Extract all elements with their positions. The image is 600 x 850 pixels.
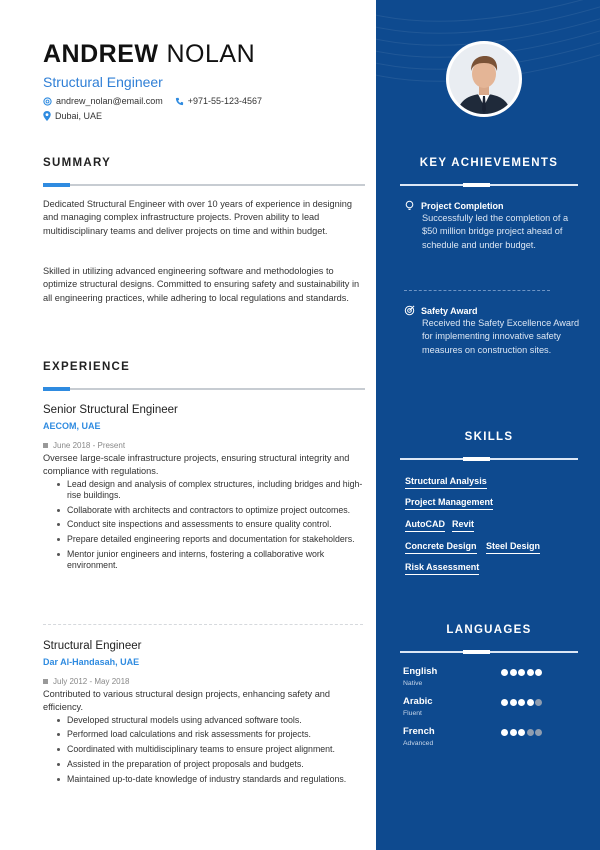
at-icon xyxy=(43,97,52,106)
languages-title: LANGUAGES xyxy=(446,624,532,636)
calendar-icon xyxy=(43,443,48,448)
language-item xyxy=(403,726,553,747)
job-description: Contributed to various structural design projects, enhancing safety and efficiency. xyxy=(43,689,331,712)
language-level: Fluent xyxy=(403,710,422,717)
skill-tag: Risk Assessment xyxy=(405,562,479,575)
phone-icon xyxy=(175,97,184,106)
rating-dot-filled xyxy=(510,669,517,676)
rating-dot-empty xyxy=(535,699,542,706)
job-divider xyxy=(43,624,363,625)
achievement-text: Successfully led the completion of a $50 million bridge project ahead of schedule and under budget. xyxy=(422,213,569,250)
sidebar xyxy=(376,0,600,850)
achievements-rule xyxy=(400,184,578,186)
avatar xyxy=(449,44,519,114)
job-company: AECOM, UAE xyxy=(43,421,101,431)
location-pin-icon xyxy=(43,111,51,121)
calendar-icon xyxy=(43,679,48,684)
job-company: Dar Al-Handasah, UAE xyxy=(43,657,140,667)
list-item: Conduct site inspections and assessments to ensure quality control. xyxy=(57,519,367,530)
achievements-heading xyxy=(400,157,578,186)
rating-dot-filled xyxy=(535,669,542,676)
skill-tag: Steel Design xyxy=(486,541,540,554)
target-icon xyxy=(404,305,415,316)
skills-title: SKILLS xyxy=(464,431,514,443)
job-entry-1 xyxy=(43,404,367,575)
achievement-text: Received the Safety Excellence Award for implementing innovative safety measures on construction sites. xyxy=(422,318,580,355)
job-entry-2 xyxy=(43,640,367,789)
achievement-title: Safety Award xyxy=(421,305,478,316)
skill-tag: AutoCAD xyxy=(405,519,445,532)
achievement-item xyxy=(404,305,584,357)
list-item: Collaborate with architects and contractors to optimize project outcomes. xyxy=(57,505,367,516)
languages-rule xyxy=(400,651,578,653)
language-item xyxy=(403,666,553,687)
summary-rule xyxy=(43,184,365,186)
languages-heading xyxy=(400,624,578,653)
profile-photo xyxy=(446,41,522,117)
summary-title: SUMMARY xyxy=(43,157,112,169)
achievement-item xyxy=(404,200,584,252)
skill-tag: Revit xyxy=(452,519,474,532)
rating-dot-filled xyxy=(510,699,517,706)
list-item: Maintained up-to-date knowledge of industry standards and regulations. xyxy=(57,774,367,785)
rating-dot-filled xyxy=(510,729,517,736)
location-text: Dubai, UAE xyxy=(55,111,103,121)
language-level: Native xyxy=(403,680,423,687)
achievements-title: KEY ACHIEVEMENTS xyxy=(419,157,559,169)
rating-dot-filled xyxy=(501,729,508,736)
contact-info xyxy=(43,95,274,125)
email-contact[interactable] xyxy=(43,96,163,106)
first-name: ANDREW xyxy=(43,40,159,68)
language-rating xyxy=(501,729,544,736)
summary-heading xyxy=(43,157,365,186)
language-name: Arabic xyxy=(403,696,433,707)
job-dates: June 2018 - Present xyxy=(43,441,367,450)
rating-dot-filled xyxy=(527,669,534,676)
skill-tag: Project Management xyxy=(405,497,493,510)
rating-dot-filled xyxy=(518,669,525,676)
language-level: Advanced xyxy=(403,740,434,747)
skills-heading xyxy=(400,431,578,460)
language-item xyxy=(403,696,553,717)
list-item: Coordinated with multidisciplinary teams to ensure project alignment. xyxy=(57,744,367,755)
skill-tag: Concrete Design xyxy=(405,541,477,554)
email-text: andrew_nolan@email.com xyxy=(56,96,163,106)
achievement-divider xyxy=(404,290,550,291)
experience-rule xyxy=(43,388,365,390)
job-bullets xyxy=(57,479,367,572)
last-name: NOLAN xyxy=(166,40,256,68)
rating-dot-empty xyxy=(527,729,534,736)
location-contact xyxy=(43,111,102,121)
job-title-header: Structural Engineer xyxy=(43,74,163,90)
job-bullets xyxy=(57,715,367,785)
list-item: Assisted in the preparation of project proposals and budgets. xyxy=(57,759,367,770)
experience-heading xyxy=(43,361,365,390)
rating-dot-filled xyxy=(518,699,525,706)
list-item: Lead design and analysis of complex structures, including bridges and high-rise buildings. xyxy=(57,479,367,501)
list-item: Performed load calculations and risk assessments for projects. xyxy=(57,729,367,740)
job-dates: July 2012 - May 2018 xyxy=(43,677,367,686)
lightbulb-icon xyxy=(404,200,415,211)
candidate-name xyxy=(43,40,255,69)
skills-rule xyxy=(400,458,578,460)
experience-title: EXPERIENCE xyxy=(43,361,131,373)
language-name: French xyxy=(403,726,435,737)
skill-tag: Structural Analysis xyxy=(405,476,487,489)
rating-dot-filled xyxy=(518,729,525,736)
phone-text: +971-55-123-4567 xyxy=(187,96,263,106)
rating-dot-empty xyxy=(535,729,542,736)
summary-paragraph-2: Skilled in utilizing advanced engineering software and methodologies to optimize structural designs. Committed to ensuring safety and sustainability in all engineering practices, while adhering to local regulations and standards. xyxy=(43,266,360,303)
language-name: English xyxy=(403,666,438,677)
job-description: Oversee large-scale infrastructure projects, ensuring structural integrity and compliance with regulations. xyxy=(43,453,350,476)
rating-dot-filled xyxy=(527,699,534,706)
rating-dot-filled xyxy=(501,669,508,676)
list-item: Mentor junior engineers and interns, fostering a collaborative work environment. xyxy=(57,549,367,571)
summary-paragraph-1: Dedicated Structural Engineer with over 10 years of experience in designing and managing complex infrastructure projects. Proven ability to lead multidisciplinary teams and deliver projects on time and within budget. xyxy=(43,199,352,236)
phone-contact[interactable] xyxy=(175,96,262,106)
job-title: Senior Structural Engineer xyxy=(43,404,178,416)
list-item: Developed structural models using advanced software tools. xyxy=(57,715,367,726)
list-item: Prepare detailed engineering reports and documentation for stakeholders. xyxy=(57,534,367,545)
achievement-title: Project Completion xyxy=(421,200,504,211)
rating-dot-filled xyxy=(501,699,508,706)
job-title: Structural Engineer xyxy=(43,640,142,652)
language-rating xyxy=(501,699,544,706)
language-rating xyxy=(501,669,544,676)
